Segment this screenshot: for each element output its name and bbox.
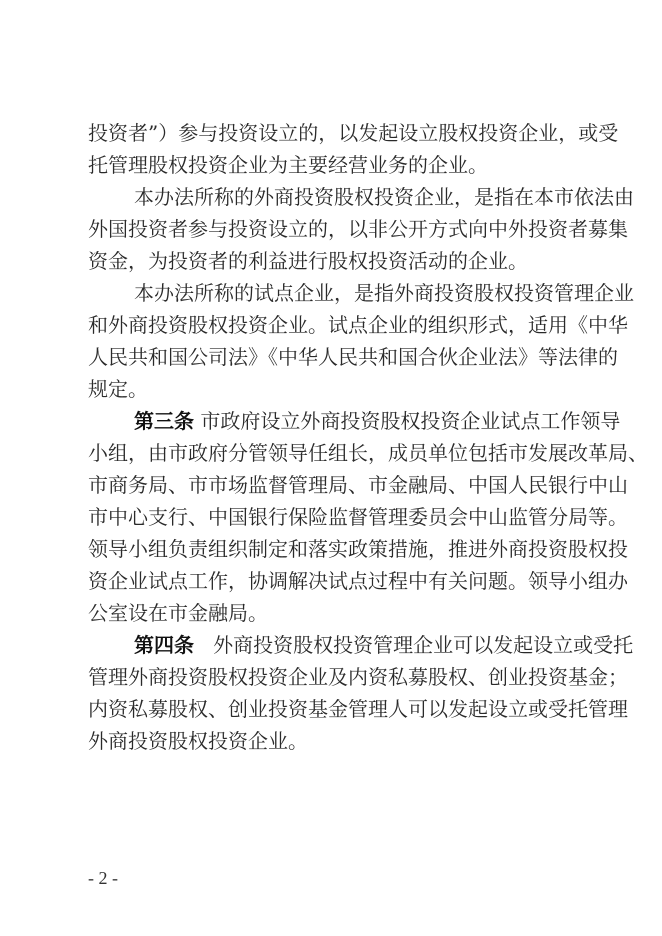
article-heading: 第三条	[134, 409, 194, 433]
text-line: 市商务局、市市场监督管理局、市金融局、中国人民银行中山	[88, 473, 628, 497]
text-line	[88, 629, 634, 661]
text-line: 规定。	[88, 377, 148, 401]
text-line: 人民共和国公司法》《中华人民共和国合伙企业法》等法律的	[88, 345, 618, 369]
page-number: - 2 -	[88, 868, 118, 888]
text-line: 本办法所称的试点企业，是指外商投资股权投资管理企业	[134, 281, 634, 305]
paragraph-2	[88, 181, 634, 277]
article-4	[88, 629, 634, 757]
text-line: 投资者”）参与投资设立的，以发起设立股权投资企业，或受	[88, 121, 619, 145]
paragraph-1	[88, 117, 619, 181]
text-line: 资金，为投资者的利益进行股权投资活动的企业。	[88, 249, 528, 273]
text-line: 领导小组负责组织制定和落实政策措施，推进外商投资股权投	[88, 537, 628, 561]
text-line: 市中心支行、中国银行保险监督管理委员会中山监管分局等。	[88, 505, 628, 529]
article-3	[88, 405, 648, 629]
text-line: 外国投资者参与投资设立的，以非公开方式向中外投资者募集	[88, 217, 628, 241]
text-line: 本办法所称的外商投资股权投资企业，是指在本市依法由	[134, 185, 634, 209]
article-heading: 第四条	[134, 633, 194, 657]
text-line: 管理外商投资股权投资企业及内资私募股权、创业投资基金；	[88, 665, 628, 689]
paragraph-3	[88, 277, 634, 405]
document-body	[88, 117, 648, 757]
text-span: 市政府设立外商投资股权投资企业试点工作领导	[200, 409, 621, 433]
text-line: 外商投资股权投资企业。	[88, 729, 308, 753]
text-line: 内资私募股权、创业投资基金管理人可以发起设立或受托管理	[88, 697, 628, 721]
text-line: 托管理股权投资企业为主要经营业务的企业。	[88, 153, 488, 177]
text-line: 资企业试点工作，协调解决试点过程中有关问题。领导小组办	[88, 569, 628, 593]
text-line: 小组，由市政府分管领导任组长，成员单位包括市发展改革局、	[88, 441, 648, 465]
text-span: 外商投资股权投资管理企业可以发起设立或受托	[213, 633, 634, 657]
text-line	[88, 405, 621, 437]
text-line: 和外商投资股权投资企业。试点企业的组织形式，适用《中华	[88, 313, 628, 337]
text-line: 公室设在市金融局。	[88, 601, 268, 625]
